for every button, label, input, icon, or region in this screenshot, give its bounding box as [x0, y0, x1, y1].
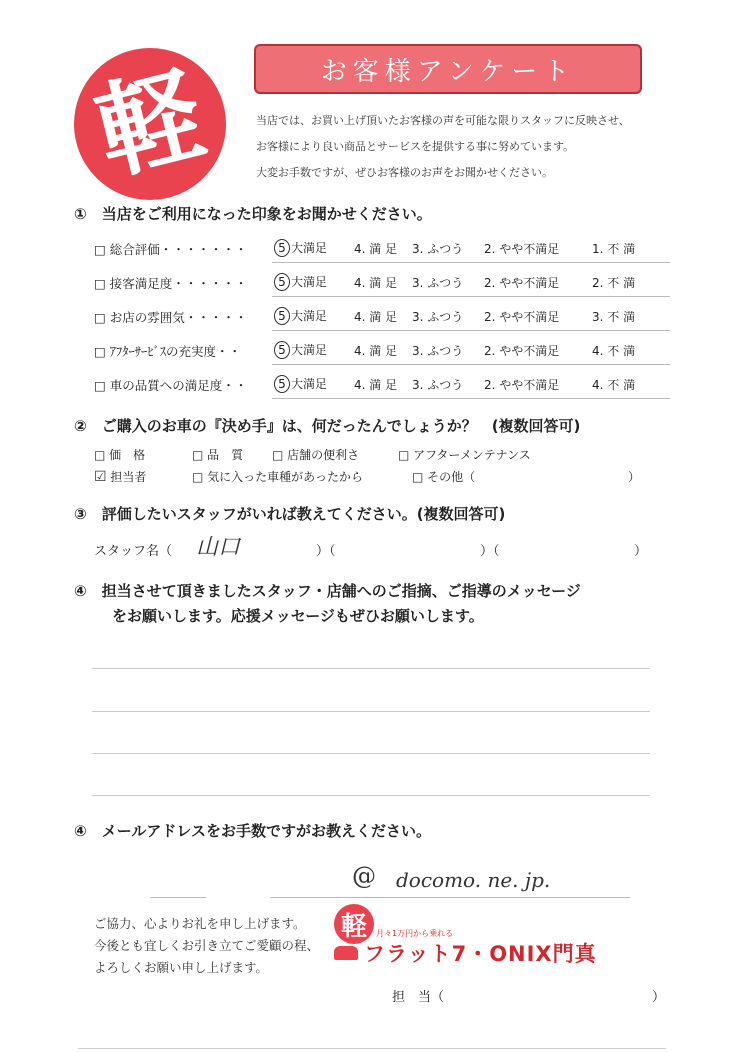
rating-option-5[interactable] [274, 273, 327, 291]
email-heading: ④ メールアドレスをお手数ですがお教えください。 [74, 822, 431, 840]
q2-option-liked-model[interactable]: □ 気に入った車種があったから [192, 470, 364, 484]
q4-heading-line-2: をお願いします。応援メッセージもぜひお願いします。 [112, 607, 484, 625]
rating-option-5-label: 大満足 [291, 241, 328, 255]
rating-option-4[interactable]: 4. 満 足 [354, 310, 398, 324]
rating-option-4[interactable]: 4. 満 足 [354, 378, 398, 392]
selected-choice-circle: 5 [274, 341, 290, 359]
staff-in-charge-label: 担 当（ [392, 990, 445, 1005]
selected-choice-circle: 5 [274, 307, 290, 325]
rating-option-4[interactable]: 4. 満 足 [354, 276, 398, 290]
bottom-rule [78, 1048, 666, 1049]
rating-row-rule [272, 398, 670, 399]
intro-line-2: お客様により良い商品とサービスを提供する事に努めています。 [256, 140, 575, 153]
rating-row-label: □ 総合評価・・・・・・・ [94, 242, 248, 257]
q2-option-staff[interactable] [94, 468, 146, 485]
footer-logo-char: 軽 [340, 911, 367, 942]
rating-option-1[interactable]: 1. 不 満 [592, 242, 636, 256]
rating-option-4[interactable]: 4. 満 足 [354, 242, 398, 256]
car-icon [334, 946, 358, 960]
rating-option-2[interactable]: 2. やや不満足 [484, 378, 560, 392]
email-domain-value[interactable]: docomo. ne. jp. [396, 868, 551, 892]
at-sign: @ [352, 862, 376, 890]
q1-heading: ① 当店をご利用になった印象をお聞かせください。 [74, 205, 432, 223]
rating-option-1[interactable]: 2. 不 満 [592, 276, 636, 290]
email-underline-left [150, 897, 206, 898]
rating-option-3[interactable]: 3. ふつう [412, 276, 464, 290]
q2-option-price[interactable]: □ 価 格 [94, 448, 146, 462]
thanks-line-1: ご協力、心よりお礼を申し上げます。 [94, 916, 306, 931]
rating-option-2[interactable]: 2. やや不満足 [484, 310, 560, 324]
rating-row-label: □ お店の雰囲気・・・・・ [94, 310, 248, 325]
q2-option-quality[interactable]: □ 品 質 [192, 448, 244, 462]
q3-heading: ③ 評価したいスタッフがいれば教えてください。(複数回答可) [74, 505, 506, 523]
rating-option-2[interactable]: 2. やや不満足 [484, 344, 560, 358]
selected-choice-circle: 5 [274, 375, 290, 393]
q4-heading-line-1: ④ 担当させて頂きましたスタッフ・店舗へのご指摘、ご指導のメッセージ [74, 582, 581, 600]
logo-char: 軽 [84, 52, 216, 196]
selected-choice-circle: 5 [274, 273, 290, 291]
rating-option-5[interactable] [274, 239, 327, 257]
message-line-2[interactable] [92, 711, 650, 712]
q2-option-after-maintenance[interactable]: □ アフターメンテナンス [398, 448, 531, 462]
title-banner [254, 44, 642, 94]
thanks-line-3: よろしくお願い申し上げます。 [94, 960, 269, 975]
q2-option-store-convenience[interactable]: □ 店舗の便利さ [272, 448, 360, 462]
rating-option-3[interactable]: 3. ふつう [412, 344, 464, 358]
footer-brand: フラット7・ONIX門真 [364, 942, 597, 966]
rating-option-5-label: 大満足 [291, 377, 328, 391]
rating-row-label: □ 車の品質への満足度・・ [94, 378, 248, 393]
rating-option-2[interactable]: 2. やや不満足 [484, 242, 560, 256]
thanks-line-2: 今後とも宜しくお引き立てご愛顧の程、 [94, 938, 320, 953]
rating-option-5-label: 大満足 [291, 309, 328, 323]
rating-row-rule [272, 330, 670, 331]
intro-line-3: 大変お手数ですが、ぜひお客様のお声をお聞かせください。 [256, 166, 553, 179]
message-line-3[interactable] [92, 753, 650, 754]
page-title: お客様アンケート [320, 56, 576, 87]
rating-option-1[interactable]: 4. 不 満 [592, 378, 636, 392]
rating-option-1[interactable]: 4. 不 満 [592, 344, 636, 358]
selected-choice-circle: 5 [274, 239, 290, 257]
q2-option-other[interactable]: □ その他（ [412, 470, 476, 484]
email-underline-right [270, 897, 630, 898]
rating-row-rule [272, 364, 670, 365]
q2-option-staff-label: 担当者 [110, 470, 147, 484]
footer-tagline: 月々1万円から乗れる [376, 929, 454, 938]
q2-heading: ② ご購入のお車の『決め手』は、何だったんでしょうか？ (複数回答可) [74, 417, 581, 435]
rating-row-label: □ 接客満足度・・・・・・ [94, 276, 248, 291]
checked-box-icon: ☑ [94, 469, 107, 485]
rating-option-3[interactable]: 3. ふつう [412, 378, 464, 392]
rating-option-2[interactable]: 2. やや不満足 [484, 276, 560, 290]
rating-option-5[interactable] [274, 341, 327, 359]
intro-line-1: 当店では、お買い上げ頂いたお客様の声を可能な限りスタッフに反映させ、 [256, 114, 630, 127]
rating-option-5-label: 大満足 [291, 275, 328, 289]
staff-name-separator-2: ）（ [480, 544, 500, 559]
rating-option-5[interactable] [274, 307, 327, 325]
staff-name-value[interactable]: 山口 [196, 535, 241, 560]
rating-option-1[interactable]: 3. 不 満 [592, 310, 636, 324]
rating-option-3[interactable]: 3. ふつう [412, 310, 464, 324]
staff-name-close: ） [634, 544, 648, 559]
rating-option-3[interactable]: 3. ふつう [412, 242, 464, 256]
staff-in-charge-close: ） [652, 990, 666, 1005]
rating-option-5-label: 大満足 [291, 343, 328, 357]
staff-name-separator-1: ）（ [316, 544, 336, 559]
staff-name-label: スタッフ名（ [94, 544, 173, 559]
rating-row-rule [272, 262, 670, 263]
rating-option-5[interactable] [274, 375, 327, 393]
message-line-1[interactable] [92, 668, 650, 669]
rating-row-label: □ ｱﾌﾀｰｻｰﾋﾞｽの充実度・・ [94, 344, 242, 359]
message-line-4[interactable] [92, 795, 650, 796]
rating-option-4[interactable]: 4. 満 足 [354, 344, 398, 358]
logo-badge [74, 48, 226, 200]
q2-option-other-close: ） [628, 470, 641, 484]
rating-row-rule [272, 296, 670, 297]
